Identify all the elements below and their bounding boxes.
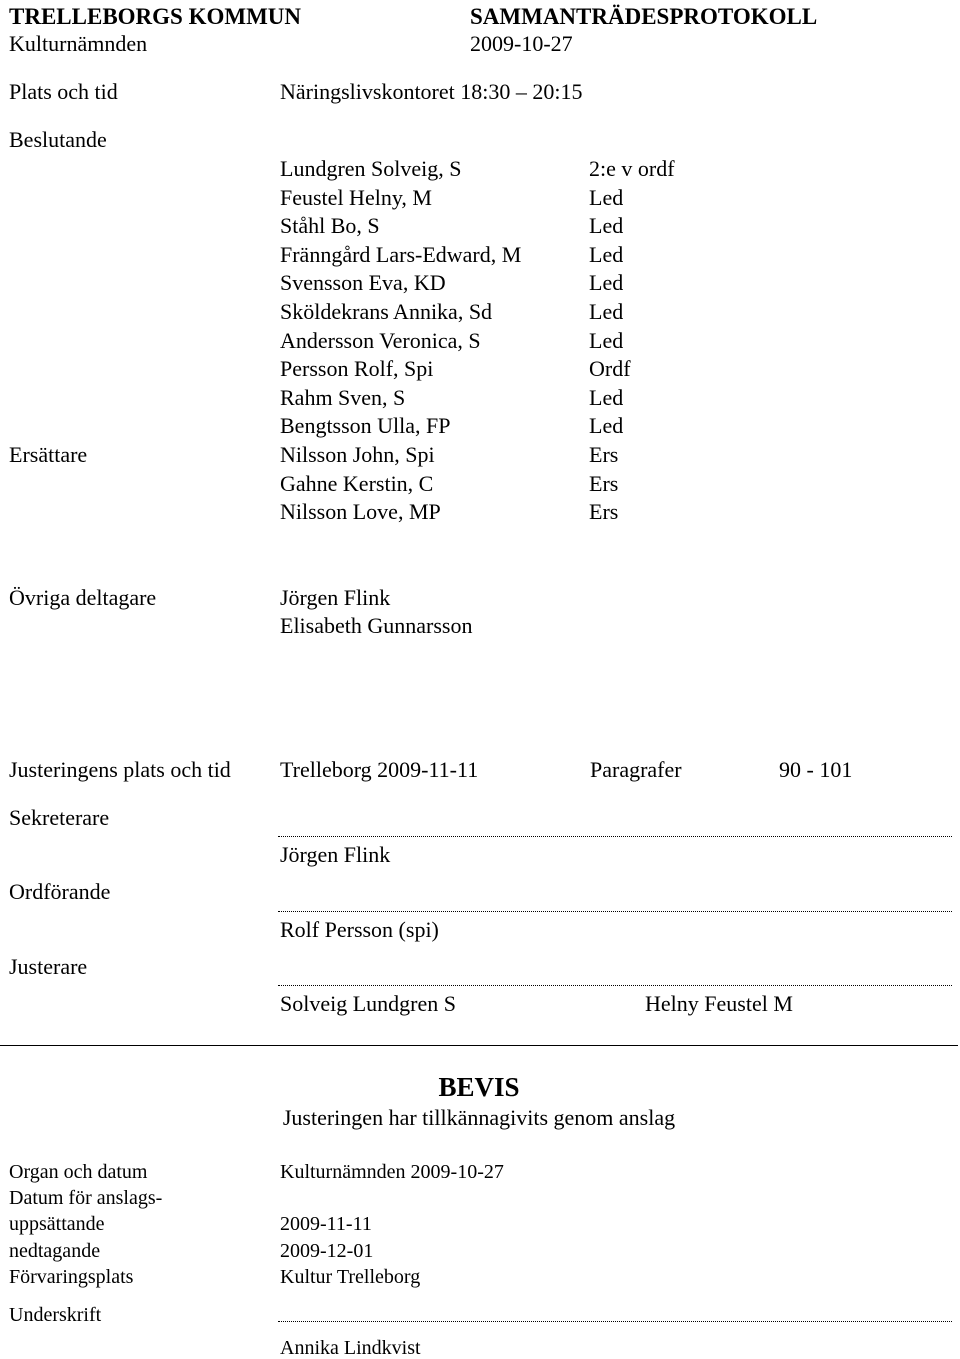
member-name: Nilsson John, Spi xyxy=(280,442,435,467)
adjusters-signature-line xyxy=(278,985,952,986)
signature-line xyxy=(278,1321,952,1322)
member-name: Fränngård Lars-Edward, M xyxy=(280,242,522,267)
organ-value: Kulturnämnden 2009-10-27 xyxy=(280,1161,504,1183)
member-role: Ers xyxy=(589,471,619,496)
document-type: SAMMANTRÄDESPROTOKOLL xyxy=(470,4,818,29)
chair-signature-line xyxy=(278,911,952,912)
paragraphs-label: Paragrafer xyxy=(590,757,682,782)
posted-value: 2009-11-11 xyxy=(280,1213,372,1235)
other-participant: Jörgen Flink xyxy=(280,585,391,610)
chair-label: Ordförande xyxy=(9,879,111,904)
member-role: Led xyxy=(589,185,624,210)
certificate-title: BEVIS xyxy=(438,1072,520,1102)
secretary-label: Sekreterare xyxy=(9,805,110,830)
organization-name: TRELLEBORGS KOMMUN xyxy=(9,4,302,29)
member-name: Bengtsson Ulla, FP xyxy=(280,413,451,438)
member-role: Led xyxy=(589,213,624,238)
posting-label: Datum för anslags- xyxy=(9,1187,163,1209)
member-name: Gahne Kerstin, C xyxy=(280,471,434,496)
storage-value: Kultur Trelleborg xyxy=(280,1266,421,1288)
adjusters-label: Justerare xyxy=(9,954,88,979)
member-name: Rahm Sven, S xyxy=(280,385,406,410)
adjuster-1-name: Solveig Lundgren S xyxy=(280,991,456,1016)
member-name: Nilsson Love, MP xyxy=(280,499,441,524)
member-name: Svensson Eva, KD xyxy=(280,270,446,295)
place-time-value: Näringslivskontoret 18:30 – 20:15 xyxy=(280,79,583,104)
adjustment-value: Trelleborg 2009-11-11 xyxy=(280,757,479,782)
member-role: Led xyxy=(589,413,624,438)
member-role: Ordf xyxy=(589,356,631,381)
place-time-label: Plats och tid xyxy=(9,79,118,104)
other-participant: Elisabeth Gunnarsson xyxy=(280,613,473,638)
member-role: Led xyxy=(589,242,624,267)
member-role: Ers xyxy=(589,499,619,524)
member-name: Feustel Helny, M xyxy=(280,185,432,210)
removed-value: 2009-12-01 xyxy=(280,1240,374,1262)
certificate-subtitle: Justeringen har tillkännagivits genom anslag xyxy=(282,1105,676,1130)
committee-name: Kulturnämnden xyxy=(9,31,148,56)
secretary-name: Jörgen Flink xyxy=(280,842,391,867)
member-role: Led xyxy=(589,328,624,353)
member-name: Andersson Veronica, S xyxy=(280,328,481,353)
organ-label: Organ och datum xyxy=(9,1161,148,1183)
member-role: 2:e v ordf xyxy=(589,156,675,181)
storage-label: Förvaringsplats xyxy=(9,1266,134,1288)
signature-label: Underskrift xyxy=(9,1304,102,1326)
member-name: Lundgren Solveig, S xyxy=(280,156,462,181)
others-label: Övriga deltagare xyxy=(9,585,157,610)
posted-label: uppsättande xyxy=(9,1213,105,1235)
section-divider xyxy=(0,1045,958,1046)
chair-name: Rolf Persson (spi) xyxy=(280,917,439,942)
signature-name: Annika Lindkvist xyxy=(280,1337,421,1359)
member-name: Sköldekrans Annika, Sd xyxy=(280,299,493,324)
meeting-date: 2009-10-27 xyxy=(470,31,573,56)
secretary-signature-line xyxy=(278,836,952,837)
member-name: Persson Rolf, Spi xyxy=(280,356,434,381)
member-name: Ståhl Bo, S xyxy=(280,213,380,238)
adjustment-label: Justeringens plats och tid xyxy=(9,757,231,782)
member-role: Ers xyxy=(589,442,619,467)
removed-label: nedtagande xyxy=(9,1240,101,1262)
paragraphs-value: 90 - 101 xyxy=(779,757,853,782)
member-role: Led xyxy=(589,270,624,295)
beslutande-label: Beslutande xyxy=(9,127,107,152)
adjuster-2-name: Helny Feustel M xyxy=(645,991,793,1016)
ersattare-label: Ersättare xyxy=(9,442,88,467)
member-role: Led xyxy=(589,299,624,324)
member-role: Led xyxy=(589,385,624,410)
